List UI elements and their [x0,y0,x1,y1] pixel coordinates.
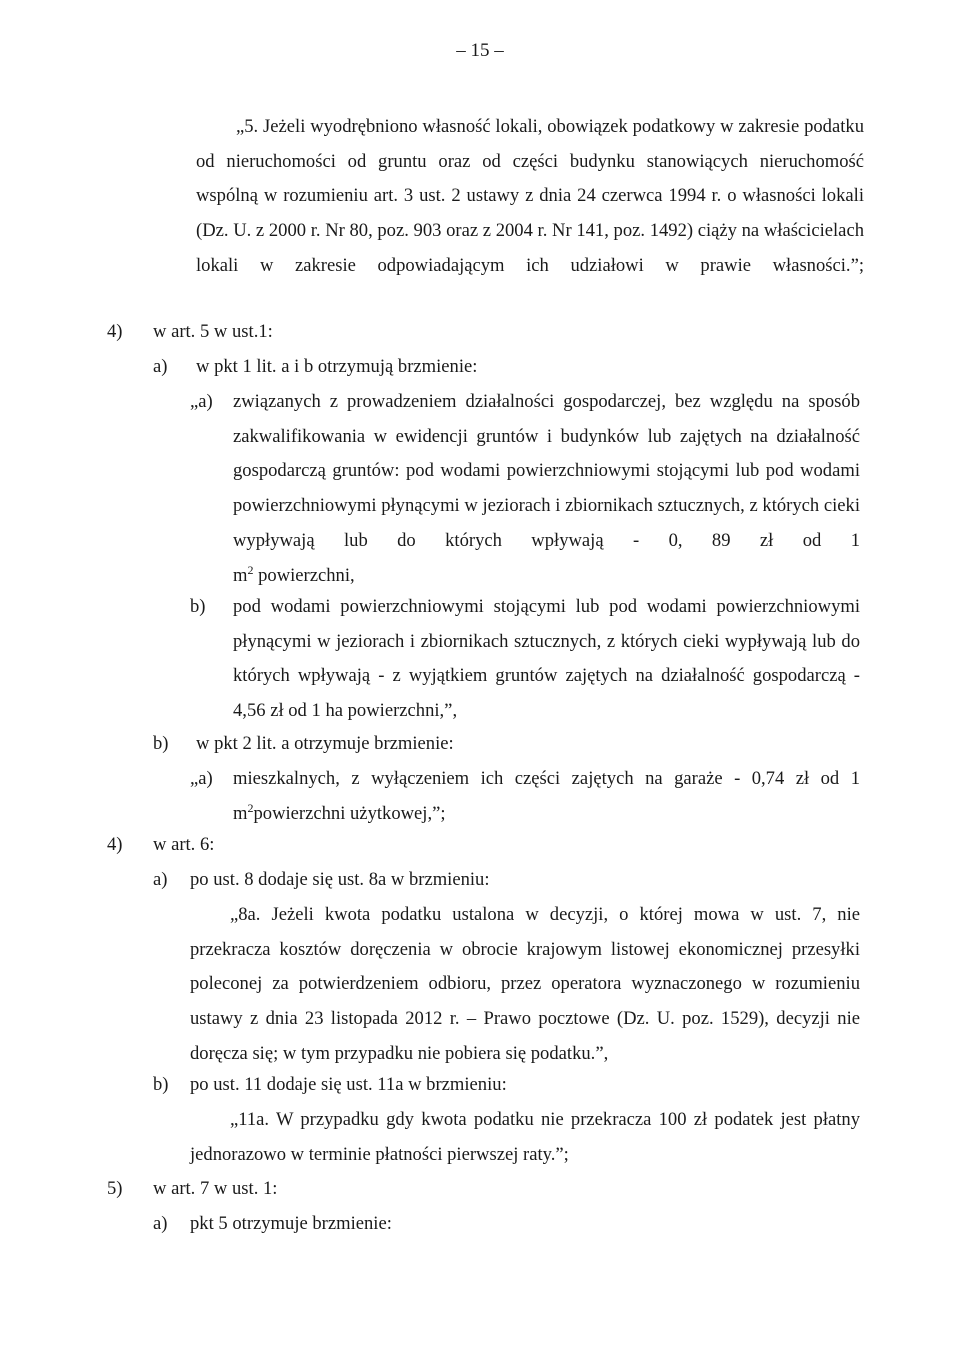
item-4b-b-marker: b) [153,1074,169,1095]
lit-a-unit: m [233,565,248,586]
paragraph-11a: „11a. W przypadku gdy kwota podatku nie przekracza 100 zł podatek jest płatny jednorazowo w terminie płatności pierwszej raty.”; [190,1109,860,1165]
item-4-a-text: w pkt 1 lit. a i b otrzymują brzmienie: [196,356,478,377]
lit-a2-text: mieszkalnych, z wyłączeniem ich części zajętych na garaże - 0,74 zł od 1 [233,768,860,789]
item-5-number: 5) [107,1178,123,1199]
paragraph-8a: „8a. Jeżeli kwota podatku ustalona w decyzji, o której mowa w ust. 7, nie przekracza kosztów doręczenia w obrocie krajowym listowej ekonomicznej przesyłki poleconej za potwierdzeniem odbioru, przez operatora wyznaczonego w rozumieniu ustawy z dnia 23 listopada 2012 r. – Prawo pocztowe (Dz. U. poz. 1529), decyzji nie doręcza się; w tym przypadku nie pobiera się podatku.”, [190,904,860,1064]
lit-a-exponent: 2 [247,563,254,577]
item-4-b-marker: b) [153,733,169,754]
item-4b-number: 4) [107,834,123,855]
item-5-a-text: pkt 5 otrzymuje brzmienie: [190,1213,392,1234]
item-4-b-text: w pkt 2 lit. a otrzymuje brzmienie: [196,733,454,754]
lit-a-text: związanych z prowadzeniem działalności gospodarczej, bez względu na sposób zakwalifikowania w ewidencji gruntów i budynków lub zajętych na działalność gospodarczą gruntów: pod wodami powierzchniowymi stojącymi lub pod wodami powierzchniowymi płynącymi w jeziorach i zbiornikach sztucznych, z których cieki wypływają lub do których wpływają - 0, 89 zł od 1 [233,391,860,551]
item-4b-text: w art. 6: [153,834,215,855]
lit-a2-unit: m [233,803,248,824]
lit-a2-exponent: 2 [247,801,254,815]
paragraph-5: „5. Jeżeli wyodrębniono własność lokali, obowiązek podatkowy w zakresie podatku od nieruchomości od gruntu oraz od części budynku stanowiących nieruchomość wspólną w rozumieniu art. 3 ust. 2 ustawy z dnia 24 czerwca 1994 r. o własności lokali (Dz. U. z 2000 r. Nr 80, poz. 903 oraz z 2004 r. Nr 141, poz. 1492) ciąży na właścicielach lokali w zakresie odpowiadającym ich udziałowi w prawie własności.”; [196,116,864,276]
item-4-text: w art. 5 w ust.1: [153,321,273,342]
lit-a2-marker: „a) [190,768,213,789]
item-4-number: 4) [107,321,123,342]
item-4b-a-marker: a) [153,869,168,890]
item-5-a-marker: a) [153,1213,168,1234]
lit-a2-tail [233,797,446,832]
item-4-a-marker: a) [153,356,168,377]
lit-a-tail [233,559,355,594]
item-5-text: w art. 7 w ust. 1: [153,1178,278,1199]
lit-a-marker: „a) [190,391,213,412]
lit-a2-tail-text: powierzchni użytkowej,”; [253,803,446,824]
lit-a-tail-text: powierzchni, [253,565,355,586]
item-4b-b-text: po ust. 11 dodaje się ust. 11a w brzmieniu: [190,1074,507,1095]
lit-b-text: pod wodami powierzchniowymi stojącymi lub pod wodami powierzchniowymi płynącymi w jeziorach i zbiornikach sztucznych, z których cieki wypływają lub do których wpływają - z wyjątkiem gruntów zajętych na działalność gospodarczą - 4,56 zł od 1 ha powierzchni,”, [233,596,860,722]
item-4b-a-text: po ust. 8 dodaje się ust. 8a w brzmieniu: [190,869,490,890]
lit-b-marker: b) [190,596,206,617]
page-number: – 15 – [456,40,504,61]
